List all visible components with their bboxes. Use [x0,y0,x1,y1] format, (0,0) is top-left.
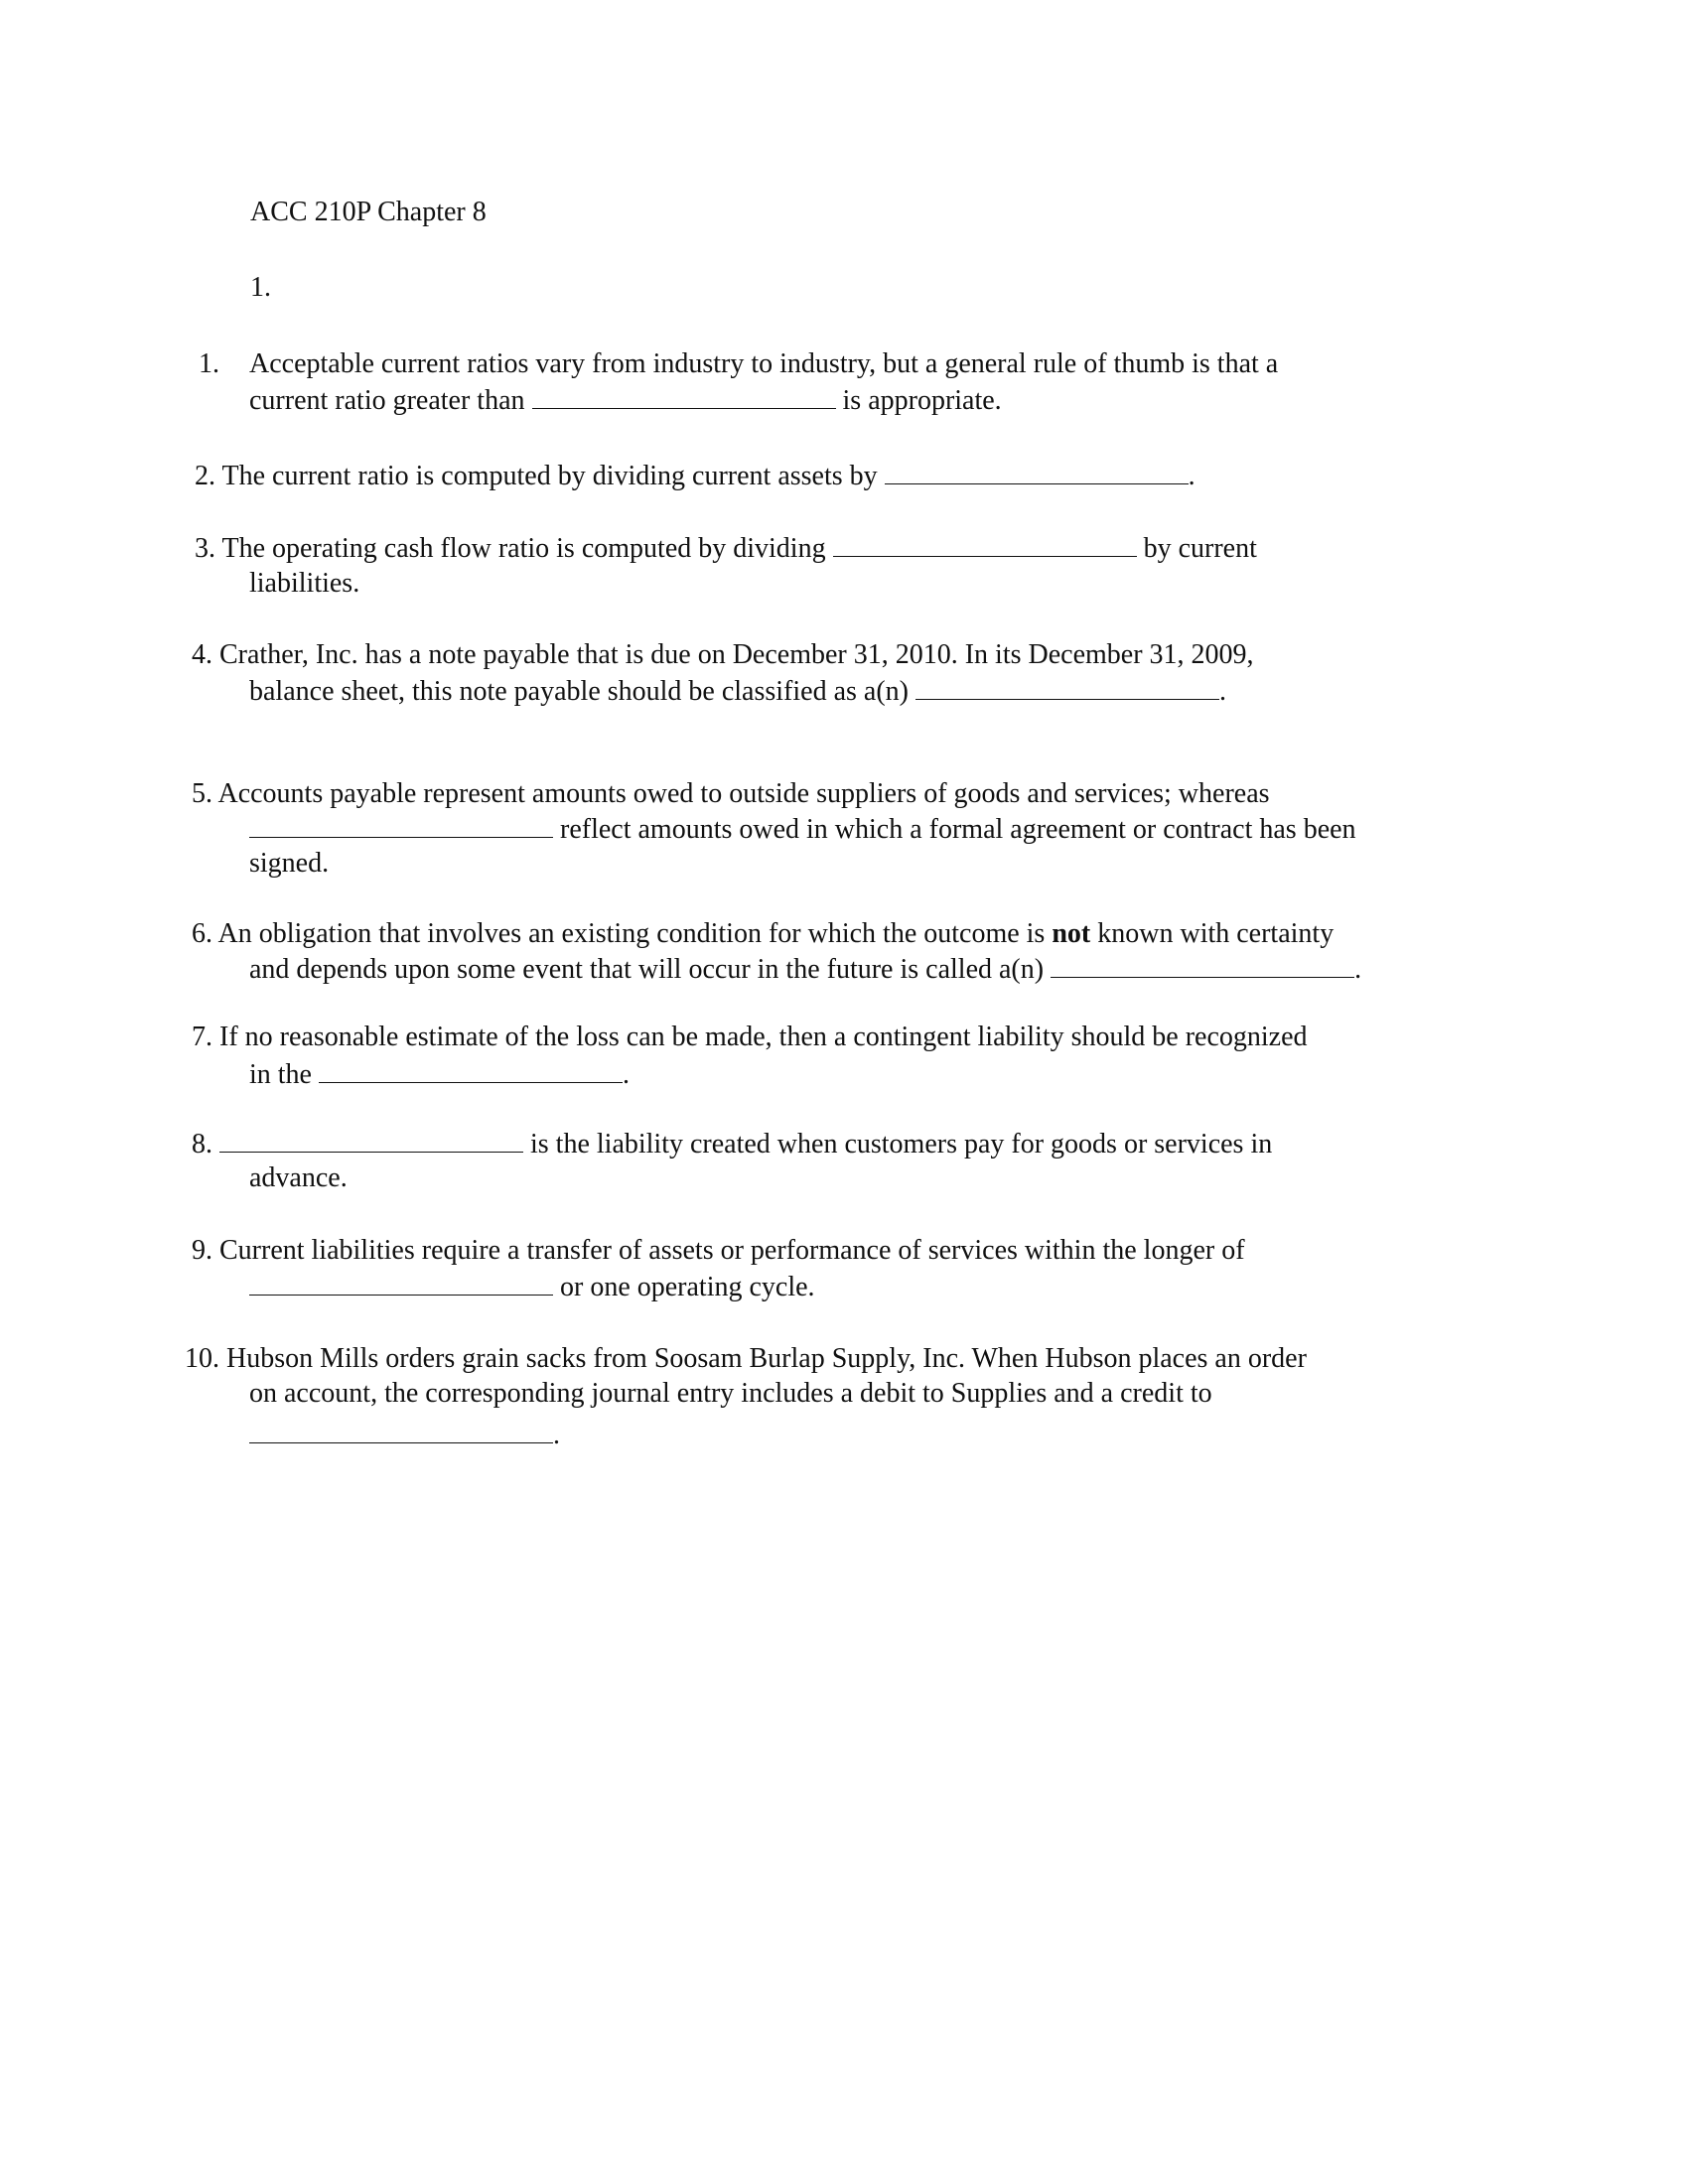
answer-blank[interactable] [915,673,1219,700]
question-number: 8. [192,1129,212,1160]
answer-blank[interactable] [1051,951,1354,978]
answer-blank[interactable] [833,530,1137,557]
answer-blank[interactable] [532,382,836,409]
answer-blank[interactable] [249,1269,553,1296]
question-text-line: or one operating cycle. [249,1269,815,1305]
question-number: 4. [192,639,212,670]
question-number: 9. [192,1235,212,1266]
question-text: on account, the corresponding journal entry includes a debit to Supplies and a credit to [249,1378,1212,1409]
question-number: 10. [185,1343,219,1374]
question-text-line: . [249,1417,560,1453]
answer-blank[interactable] [249,1417,553,1443]
question-text-line: 9. Current liabilities require a transfer of assets or performance of services within the longer of [192,1235,1245,1266]
question-text-line: 2. The current ratio is computed by dividing current assets by . [195,458,1196,494]
answer-blank[interactable] [219,1126,523,1153]
question-text-line: and depends upon some event that will occur in the future is called a(n) . [249,951,1361,988]
answer-blank[interactable] [885,458,1189,484]
answer-blank[interactable] [249,811,553,838]
question-text-line: 8. is the liability created when customers pay for goods or services in [192,1126,1272,1162]
question-text-line: 6. An obligation that involves an existing condition for which the outcome is not known with certainty [192,918,1335,949]
question-text-line: in the . [249,1056,630,1093]
question-text: Acceptable current ratios vary from industry to industry, but a general rule of thumb is that a [249,348,1279,379]
question-text-line: 10. Hubson Mills orders grain sacks from Soosam Burlap Supply, Inc. When Hubson places an order [185,1343,1307,1374]
question-text: advance. [249,1162,348,1193]
question-number: 5. [192,778,212,809]
question-text-line: balance sheet, this note payable should be classified as a(n) . [249,673,1226,710]
question-text-line: current ratio greater than is appropriate. [249,382,1002,419]
question-number: 6. [192,918,212,949]
question-text-line: 3. The operating cash flow ratio is computed by dividing by current [195,530,1257,567]
section-number: 1. [250,272,271,303]
question-text: liabilities. [249,568,360,599]
question-text: signed. [249,848,330,879]
question-text-line: reflect amounts owed in which a formal agreement or contract has been [249,811,1356,848]
question-number: 7. [192,1022,212,1052]
question-number: 1. [199,348,219,379]
question-text-line: 4. Crather, Inc. has a note payable that is due on December 31, 2010. In its December 31, 2009, [192,639,1254,670]
question-number: 2. [195,461,215,491]
document-title: ACC 210P Chapter 8 [250,197,487,227]
question-text-line: 7. If no reasonable estimate of the loss can be made, then a contingent liability should be recognized [192,1022,1308,1052]
emphasis-not: not [1052,918,1091,949]
question-text-line: 5. Accounts payable represent amounts owed to outside suppliers of goods and services; whereas [192,778,1270,809]
answer-blank[interactable] [319,1056,623,1083]
question-number: 3. [195,533,215,564]
